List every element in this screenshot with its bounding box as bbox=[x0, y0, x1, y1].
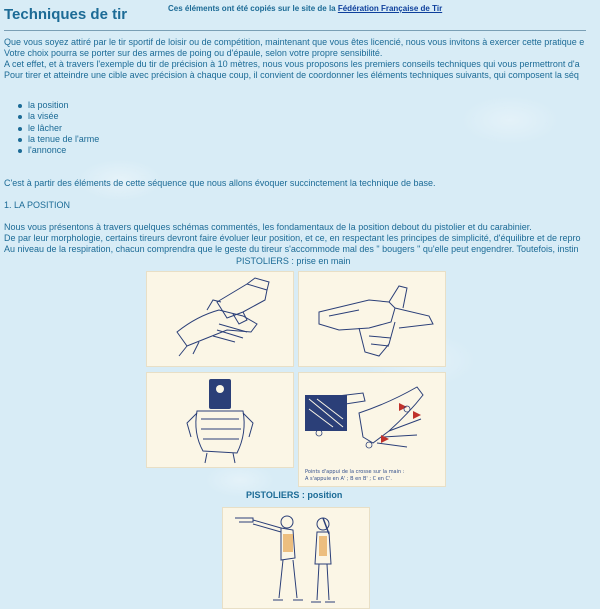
position-paragraph-1: Nous vous présentons à travers quelques schémas commentés, les fondamentaux de la position debout du pistolier et du carabinier. bbox=[4, 222, 532, 232]
list-item: le lâcher bbox=[28, 123, 99, 134]
grip-illustration-3 bbox=[146, 372, 294, 468]
list-item: la tenue de l'arme bbox=[28, 133, 100, 144]
position-paragraph-2: De par leur morphologie, certains tireurs devront faire évoluer leur position, et ce, en respectant les principes de simplicité, d'équilibre et de repro bbox=[4, 233, 581, 243]
credit-text: Ces éléments ont été copiés sur le site de la bbox=[168, 4, 338, 13]
intro-line-1: Que vous soyez attiré par le tir sportif de loisir ou de compétition, maintenant que vous êtes licencié, nous vous invitons à exercer cette pratique e bbox=[4, 37, 585, 47]
stance-illustration bbox=[222, 507, 370, 609]
contact-points-note bbox=[305, 469, 404, 483]
intro-line-4: Pour tirer et atteindre une cible avec précision à chaque coup, il convient de coordonner les éléments techniques suivants, qui composent la séq bbox=[4, 70, 579, 80]
list-item: l'annonce bbox=[28, 145, 99, 156]
technique-elements-list bbox=[0, 100, 99, 156]
header-divider bbox=[4, 30, 586, 31]
intro-line-3: A cet effet, et à travers l'exemple du tir de précision à 10 mètres, nous vous proposons les premiers conseils techniques qui vous permettront d'a bbox=[4, 59, 580, 69]
pistol-front-drawing bbox=[147, 373, 293, 467]
sequence-text: C'est à partir des éléments de cette séquence que nous allons évoquer succinctement la technique de base. bbox=[4, 178, 436, 188]
grip-illustration-2 bbox=[298, 271, 446, 367]
list-item: la visée bbox=[28, 111, 99, 122]
source-credit bbox=[168, 4, 442, 13]
intro-line-2: Votre choix pourra se porter sur des armes de poing ou d'épaule, selon votre propre sensibilité. bbox=[4, 48, 383, 58]
position-paragraph-3: Au niveau de la respiration, chacun comprendra que le geste du tireur s'accommode mal des " bougers " qu'elle peut engendrer. Toutefois, instin bbox=[4, 244, 579, 254]
section-heading: 1. LA POSITION bbox=[4, 200, 71, 210]
page-title: Techniques de tir bbox=[4, 6, 128, 23]
pistol-grip-side-drawing bbox=[299, 272, 445, 366]
grip-contact-points-illustration bbox=[298, 372, 446, 487]
federation-link[interactable]: Fédération Française de Tir bbox=[337, 4, 443, 13]
grip-illustration-1 bbox=[146, 271, 294, 367]
contact-note-line-2: A s'appuie en A' ; B en B' ; C en C'. bbox=[305, 476, 393, 482]
hand-pistol-drawing bbox=[147, 272, 293, 366]
contact-note-line-1: Points d'appui de la crosse sur la main : bbox=[305, 469, 405, 475]
shooter-stance-drawing bbox=[223, 508, 369, 608]
grip-caption: PISTOLIERS : prise en main bbox=[236, 256, 351, 266]
stance-caption: PISTOLIERS : position bbox=[246, 490, 343, 500]
list-item: la position bbox=[28, 100, 99, 111]
